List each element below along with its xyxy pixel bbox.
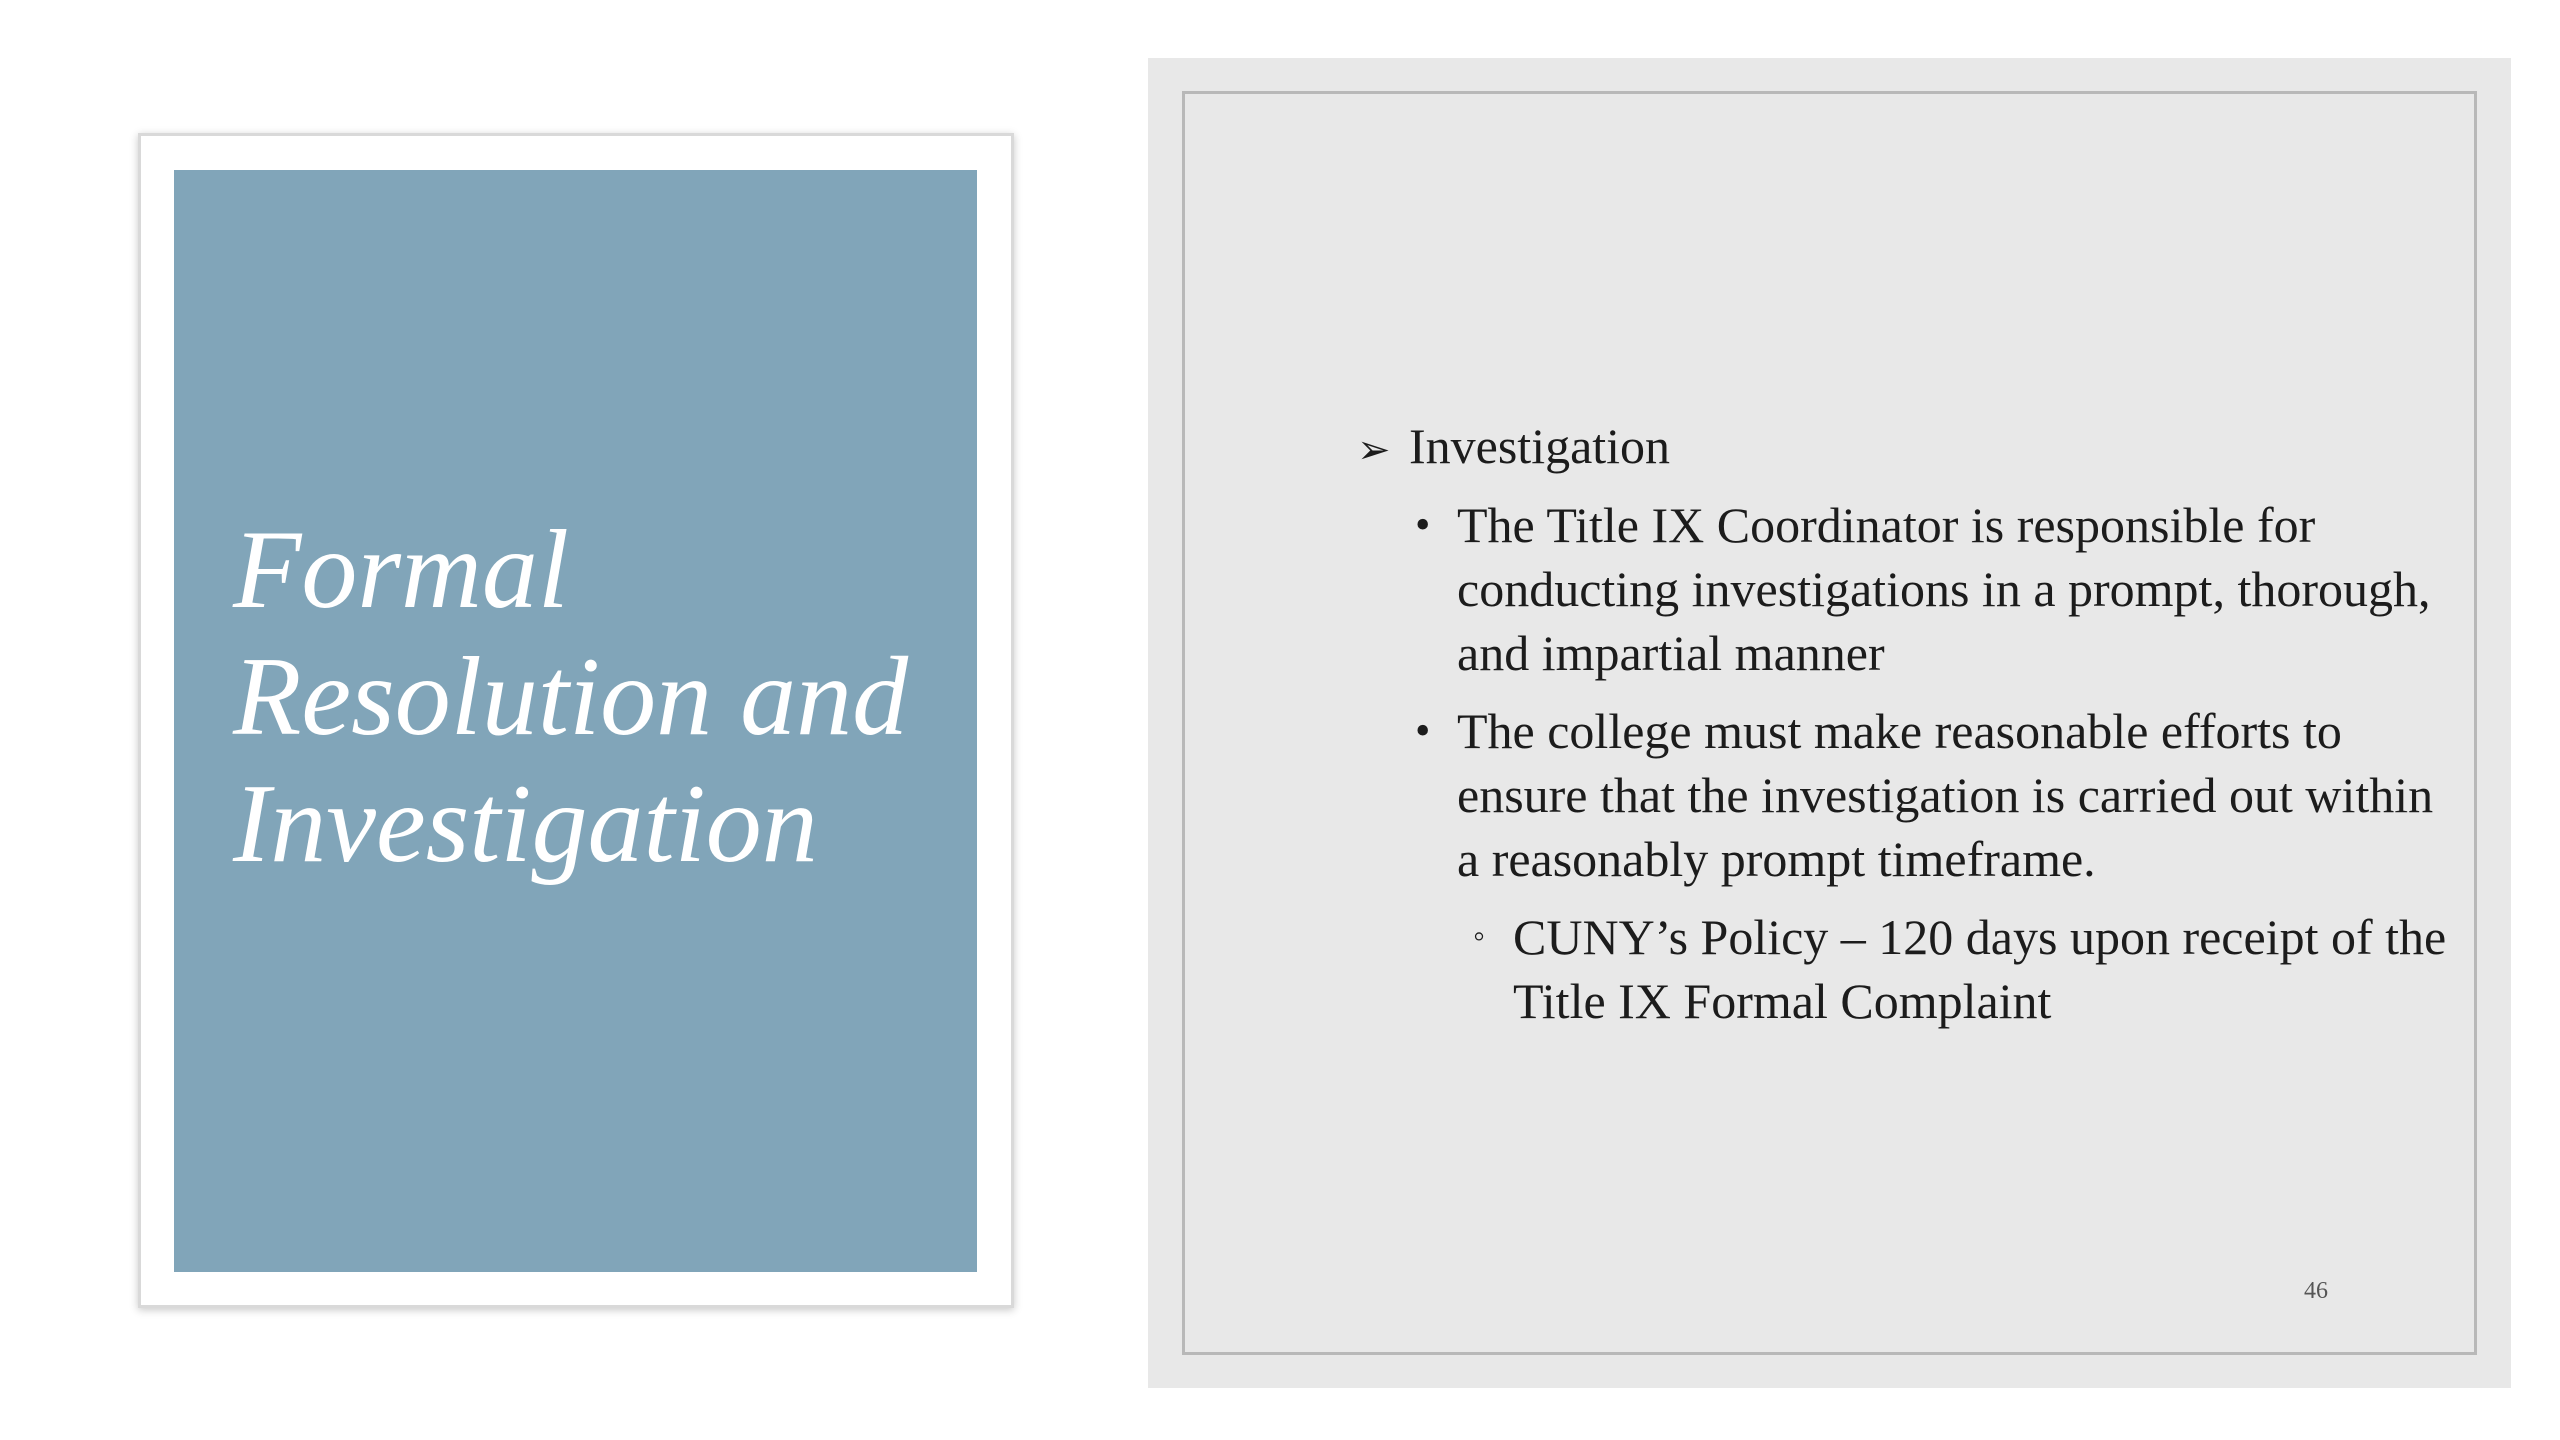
content-slide [1148,58,2511,1388]
arrow-bullet-icon: ➢ [1357,427,1391,472]
title-panel [174,170,977,1272]
heading-text: Investigation [1409,418,1671,474]
bullet-dot-icon: • [1415,706,1431,755]
bullet-text: The college must make reasonable efforts to ensure that the investigation is carried out within a reasonably prompt timeframe. [1457,703,2434,887]
bullet-list [1185,94,2474,1352]
page-number: 46 [2304,1278,2328,1304]
bullet-dot-icon: • [1415,500,1431,549]
slide-title: Formal Resolution and Investigation [233,508,909,886]
sub-bullet-text: CUNY’s Policy – 120 days upon receipt of the Title IX Formal Complaint [1513,909,2447,1029]
bullet-text: The Title IX Coordinator is responsible for conducting investigations in a prompt, thorough, and impartial manner [1457,497,2431,681]
slide-frame [1182,91,2477,1355]
bullet-item [1415,699,2465,891]
sub-bullet-item [1473,905,2473,1033]
bullet-item [1415,493,2465,685]
hollow-circle-bullet-icon: ◦ [1473,918,1486,955]
heading-bullet [1357,414,1670,482]
title-slide-card [138,133,1014,1308]
